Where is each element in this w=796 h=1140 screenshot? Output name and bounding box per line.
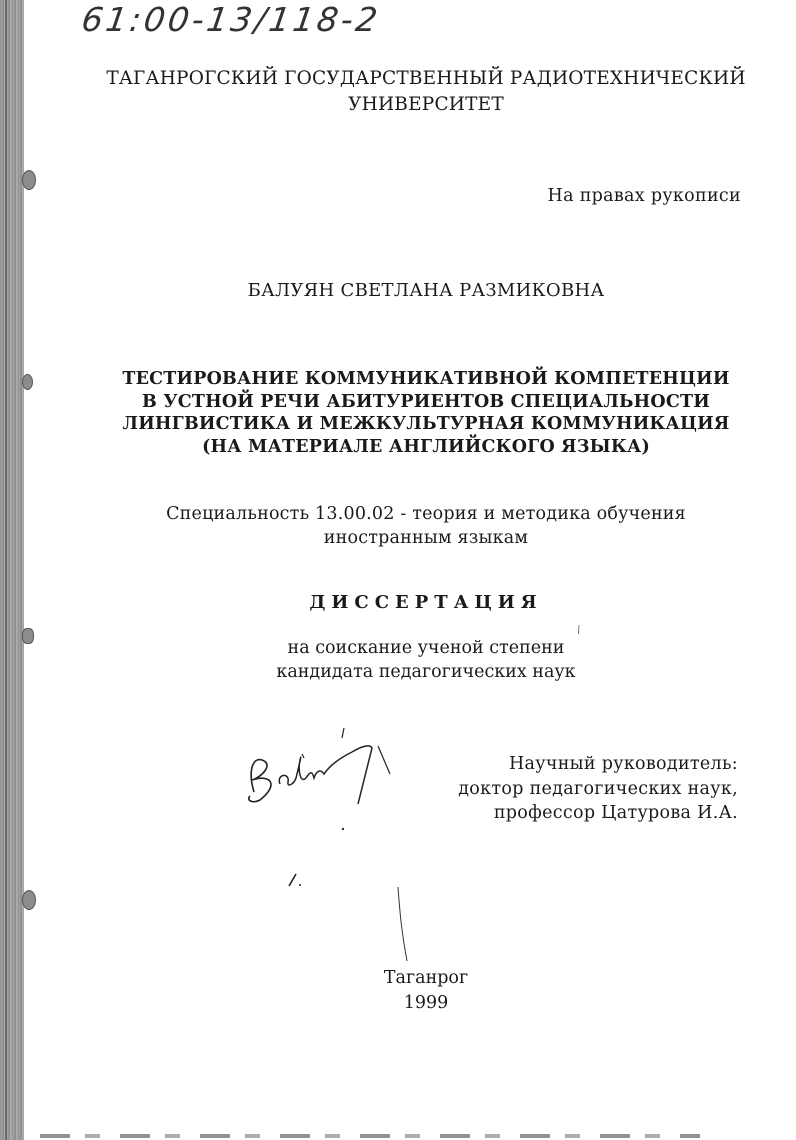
supervisor-label: Научный руководитель: xyxy=(508,754,738,774)
document-type: ДИССЕРТАЦИЯ xyxy=(309,592,543,613)
title-line: ЛИНГВИСТИКА И МЕЖКУЛЬТУРНАЯ КОММУНИКАЦИЯ xyxy=(122,414,730,434)
scan-edge-artifact xyxy=(40,1134,700,1138)
author-name: БАЛУЯН СВЕТЛАНА РАЗМИКОВНА xyxy=(247,280,605,301)
supervisor-degree: доктор педагогических наук, xyxy=(458,778,738,799)
title-line: В УСТНОЙ РЕЧИ АБИТУРИЕНТОВ СПЕЦИАЛЬНОСТИ xyxy=(142,391,710,412)
degree-line-1: на соискание ученой степени xyxy=(287,638,565,658)
supervisor-block xyxy=(458,752,738,826)
university-line-2: УНИВЕРСИТЕТ xyxy=(348,94,504,115)
university-line-1: ТАГАНРОГСКИЙ ГОСУДАРСТВЕННЫЙ РАДИОТЕХНИЧЕСКИЙ xyxy=(106,68,746,89)
signature-icon xyxy=(240,722,410,812)
pen-stroke-icon xyxy=(395,885,415,965)
city-year xyxy=(0,966,796,1016)
punch-hole-mark xyxy=(22,890,36,910)
archive-number: 61:00-13/118-2 xyxy=(79,0,383,39)
specialty xyxy=(0,502,796,550)
dissertation-title xyxy=(0,368,796,458)
title-line: (НА МАТЕРИАЛЕ АНГЛИЙСКОГО ЯЗЫКА) xyxy=(202,436,650,457)
punch-hole-mark xyxy=(22,170,36,190)
degree xyxy=(0,636,796,684)
city: Таганрог xyxy=(383,968,469,988)
pen-mark-icon xyxy=(286,870,306,890)
degree-line-2: кандидата педагогических наук xyxy=(276,662,576,682)
year: 1999 xyxy=(403,993,449,1013)
dot-mark-icon xyxy=(576,624,582,636)
rights-note: На правах рукописи xyxy=(547,186,741,206)
specialty-line-2: иностранным языкам xyxy=(323,528,529,548)
supervisor-name: профессор Цатурова И.А. xyxy=(493,803,738,823)
title-line: ТЕСТИРОВАНИЕ КОММУНИКАТИВНОЙ КОМПЕТЕНЦИИ xyxy=(122,369,730,389)
specialty-line-1: Специальность 13.00.02 - теория и методика обучения xyxy=(166,504,686,524)
dot-mark-icon xyxy=(340,826,346,832)
university-name xyxy=(0,66,796,118)
